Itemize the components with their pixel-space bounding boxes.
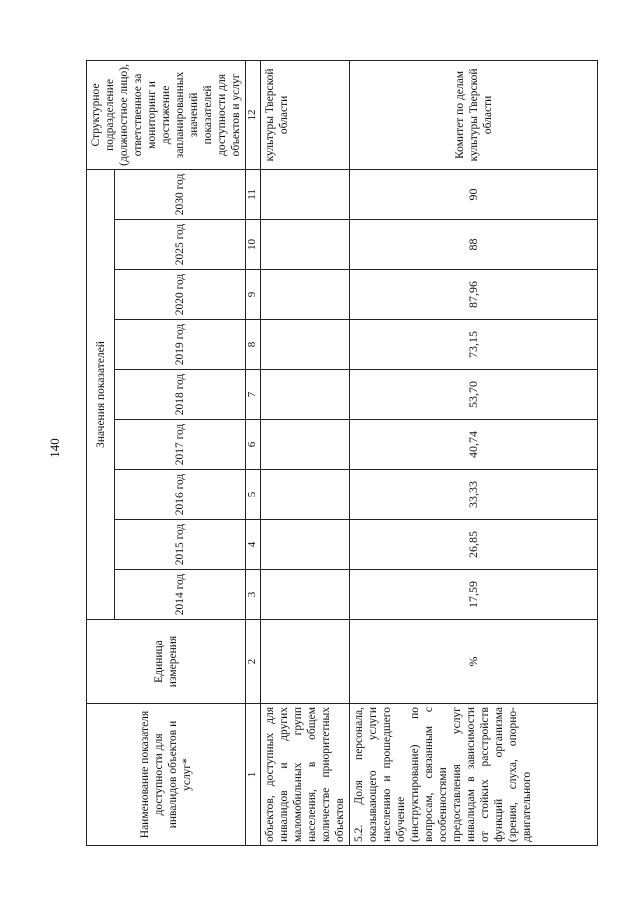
header-year: 2016 год (115, 470, 246, 520)
value-cell (261, 169, 350, 219)
value-cell: 40,74 (350, 420, 598, 470)
header-year: 2025 год (115, 220, 246, 270)
column-index: 10 (246, 220, 261, 270)
column-index: 7 (246, 370, 261, 420)
column-index: 11 (246, 169, 261, 219)
header-responsible: Структурное подразделение (должностное лицо), ответственное за мониторинг и достижение запланированных значений показателей доступности для объектов и услуг (87, 60, 246, 169)
column-index: 2 (246, 620, 261, 704)
indicator-unit (261, 620, 350, 704)
column-index: 1 (246, 704, 261, 846)
value-cell (261, 520, 350, 570)
column-index: 5 (246, 470, 261, 520)
header-year: 2020 год (115, 270, 246, 320)
header-year: 2015 год (115, 520, 246, 570)
value-cell: 33,33 (350, 470, 598, 520)
indicator-unit: % (350, 620, 598, 704)
indicator-name: объектов, доступных для инвалидов и других маломобильных групп населения, в общем количестве приоритетных объектов (261, 704, 350, 846)
header-values-group: Значения показателей (87, 169, 115, 619)
header-unit: Единица измерения (87, 620, 246, 704)
value-cell (261, 270, 350, 320)
value-cell: 26,85 (350, 520, 598, 570)
value-cell (261, 220, 350, 270)
value-cell: 90 (350, 169, 598, 219)
value-cell: 17,59 (350, 570, 598, 620)
value-cell (261, 470, 350, 520)
table-row (350, 60, 598, 845)
value-cell (261, 370, 350, 420)
column-index: 8 (246, 320, 261, 370)
header-year: 2017 год (115, 420, 246, 470)
page-number: 140 (47, 438, 62, 458)
accessibility-indicators-table (86, 60, 598, 846)
value-cell (261, 420, 350, 470)
value-cell (261, 570, 350, 620)
header-year: 2018 год (115, 370, 246, 420)
value-cell: 87,96 (350, 270, 598, 320)
value-cell: 73,15 (350, 320, 598, 370)
responsible-cell: культуры Тверской области (261, 60, 350, 169)
indicator-name: 5.2. Доля персонала, оказывающего услуги населению и прошедшего обучение (инструктирование) по вопросам, связанным с особенностями предоставления услуг инвалидам в зависимости от стойких расстройств функций организма (зрения, слуха, опорно-двигательного (350, 704, 598, 846)
value-cell: 88 (350, 220, 598, 270)
column-index: 3 (246, 570, 261, 620)
column-index: 6 (246, 420, 261, 470)
column-index: 9 (246, 270, 261, 320)
table-row (261, 60, 350, 845)
header-year: 2030 год (115, 169, 246, 219)
value-cell: 53,70 (350, 370, 598, 420)
column-index: 4 (246, 520, 261, 570)
rotated-table-page (86, 61, 598, 846)
header-year: 2014 год (115, 570, 246, 620)
value-cell (261, 320, 350, 370)
column-index: 12 (246, 60, 261, 169)
header-year: 2019 год (115, 320, 246, 370)
responsible-cell: Комитет по делам культуры Тверской области (350, 60, 598, 169)
header-name: Наименование показателя доступности для инвалидов объектов и услуг* (87, 704, 246, 846)
